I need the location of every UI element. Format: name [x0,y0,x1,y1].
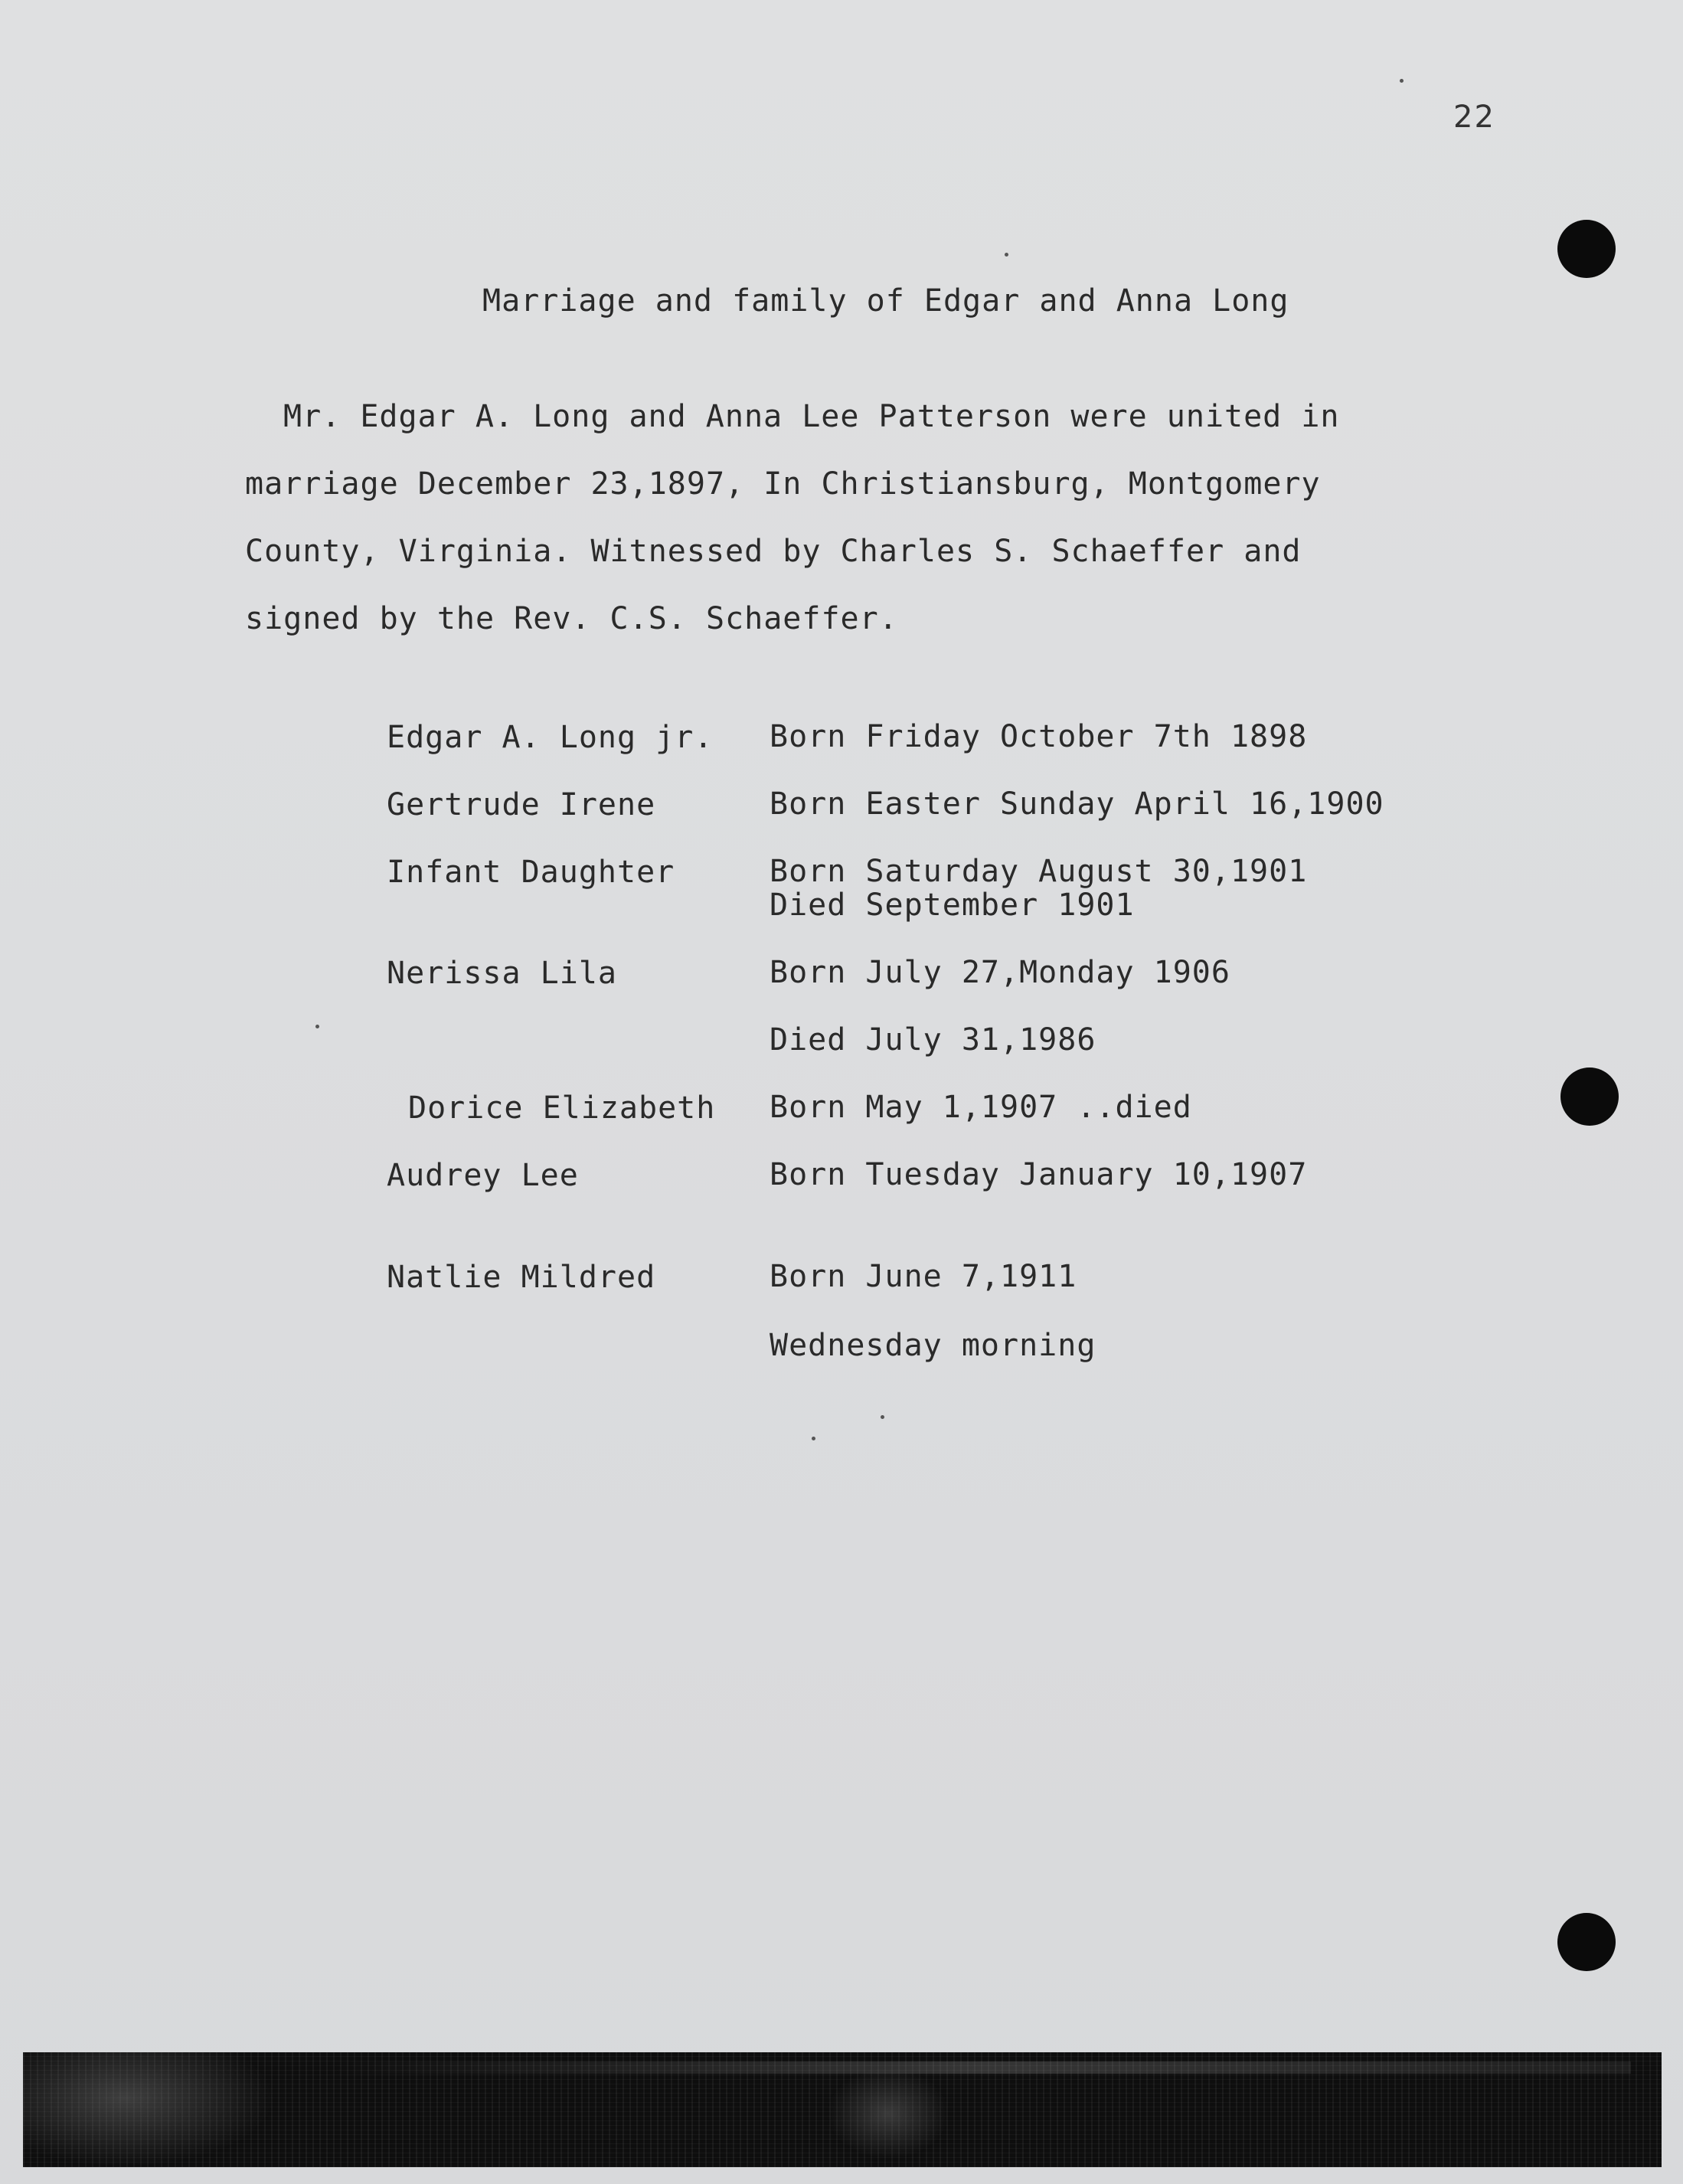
child-name: Natlie Mildred [387,1260,656,1295]
child-info-line: Died July 31,1986 [770,1022,1096,1058]
child-info-line: Born Easter Sunday April 16,1900 [770,786,1384,822]
document-title: Marriage and family of Edgar and Anna Long [482,283,1289,319]
child-info-line: Died September 1901 [770,888,1135,923]
paragraph-line: signed by the Rev. C.S. Schaeffer. [245,601,898,636]
child-name: Gertrude Irene [387,787,656,822]
child-info-line: Born July 27,Monday 1906 [770,955,1230,990]
page-number: 22 [1453,100,1495,135]
paper-speck [812,1437,815,1440]
paper-speck [315,1025,319,1028]
punch-hole [1557,220,1616,278]
marriage-paragraph [245,383,1440,652]
child-info-line: Born June 7,1911 [770,1259,1077,1294]
scan-strip [329,2061,1631,2074]
child-info-line: Born Friday October 7th 1898 [770,719,1308,754]
child-info [770,720,1307,754]
child-name: Dorice Elizabeth [408,1090,716,1126]
paragraph-line: County, Virginia. Witnessed by Charles S. Schaeffer and [245,534,1302,569]
paragraph-line: marriage December 23,1897, In Christiansburg, Montgomery [245,466,1321,502]
scan-smudge [827,2068,949,2159]
child-info-line: Born Saturday August 30,1901 [770,854,1308,889]
paper-speck [1005,253,1008,257]
child-info [770,787,1384,821]
child-info-line: Wednesday morning [770,1328,1096,1363]
child-info [770,1260,1077,1293]
child-name: Audrey Lee [387,1158,579,1193]
child-info [770,1023,1096,1057]
paragraph-line: Mr. Edgar A. Long and Anna Lee Patterson were united in [283,399,1340,434]
child-name: Infant Daughter [387,855,675,890]
child-info [770,956,1230,989]
scan-edge-band [23,2052,1662,2167]
child-name: Nerissa Lila [387,956,617,991]
child-info [770,1090,1192,1124]
child-info-line: Born May 1,1907 ..died [770,1090,1192,1125]
scan-smudge [23,2052,276,2167]
child-info [770,1329,1096,1362]
child-info-line: Born Tuesday January 10,1907 [770,1157,1308,1192]
paper-speck [1400,79,1404,83]
child-name: Edgar A. Long jr. [387,720,714,755]
child-info [770,1158,1307,1192]
paper-speck [881,1415,884,1419]
child-info [770,855,1307,922]
punch-hole [1557,1913,1616,1971]
punch-hole [1560,1067,1619,1126]
